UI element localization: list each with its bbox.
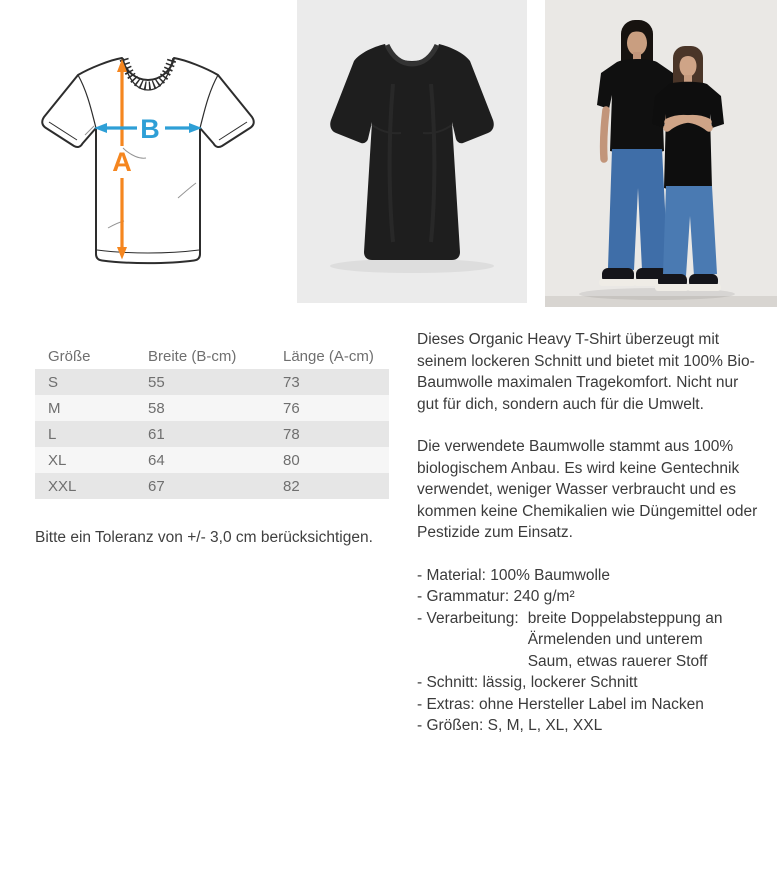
size-cell: M [48,399,61,417]
shirt-outline [42,58,253,263]
size-cell: XXL [48,477,77,495]
models-photo[interactable] [545,0,777,307]
column-header-breite: Breite (B-cm) [148,348,237,365]
description-paragraph-1: Dieses Organic Heavy T-Shirt überzeugt mit seinem lockeren Schnitt und bietet mit 100% Bio-Baumwolle maximalen Tragekomfort. Nicht nur gut für dich, sondern auch für die Umwelt. [417,331,755,413]
shirt-shadow [330,259,494,273]
product-attributes-list [417,565,763,737]
verarbeitung-line: Saum, etwas rauerer Stoff [527,652,708,670]
product-description [417,329,763,737]
attribute-extras: - Extras: ohne Hersteller Label im Nacken [417,695,704,713]
size-cell: L [48,425,57,443]
column-header-groesse: Größe [48,348,91,365]
description-paragraph-2: Die verwendete Baumwolle stammt aus 100% biologischem Anbau. Es wird keine Gentechnik verwendet, weniger Wasser verbraucht und es kommen keine Chemikalien wie Düngemittel oder Pestizide zum Einsatz. [417,438,758,541]
table-row [35,473,389,499]
tshirt-measurement-drawing [28,28,268,273]
tolerance-note: Bitte ein Toleranz von +/- 3,0 cm berücksichtigen. [35,529,373,546]
attribute-verarbeitung-value [528,608,723,673]
table-row [35,369,389,395]
attribute-verarbeitung [417,608,763,673]
laenge-cell: 82 [283,477,300,495]
attribute-material: - Material: 100% Baumwolle [417,566,610,584]
laenge-cell: 76 [283,399,300,417]
woman-face [680,55,697,77]
man-face [627,31,647,56]
attribute-grammatur: - Grammatur: 240 g/m² [417,588,575,605]
breite-cell: 61 [148,425,165,443]
laenge-cell: 78 [283,425,300,443]
black-tshirt-front [297,0,527,303]
attribute-schnitt: - Schnitt: lässig, lockerer Schnitt [417,674,638,691]
laenge-cell: 80 [283,451,300,469]
size-cell: XL [48,451,67,469]
measure-label-a: A [112,147,132,177]
column-header-laenge: Länge (A-cm) [283,348,374,365]
verarbeitung-line: Ärmelenden und unterem [527,631,703,648]
attribute-groessen: - Größen: S, M, L, XL, XXL [417,717,603,734]
laenge-cell: 73 [283,373,300,391]
breite-cell: 58 [148,399,165,417]
table-row [35,447,389,473]
breite-cell: 55 [148,373,165,391]
size-table-header-row [35,344,389,369]
measurement-diagram-image[interactable] [28,28,268,273]
product-photo-black-tshirt[interactable] [297,0,527,303]
breite-cell: 67 [148,477,165,495]
measure-label-b: B [140,114,160,144]
table-row [35,395,389,421]
size-table [35,344,389,499]
attribute-verarbeitung-label: - Verarbeitung: [417,609,519,627]
breite-cell: 64 [148,451,165,469]
verarbeitung-line: breite Doppelabsteppung an [527,609,723,627]
size-cell: S [48,373,59,391]
table-row [35,421,389,447]
models-wearing-black-tshirts [545,0,777,307]
